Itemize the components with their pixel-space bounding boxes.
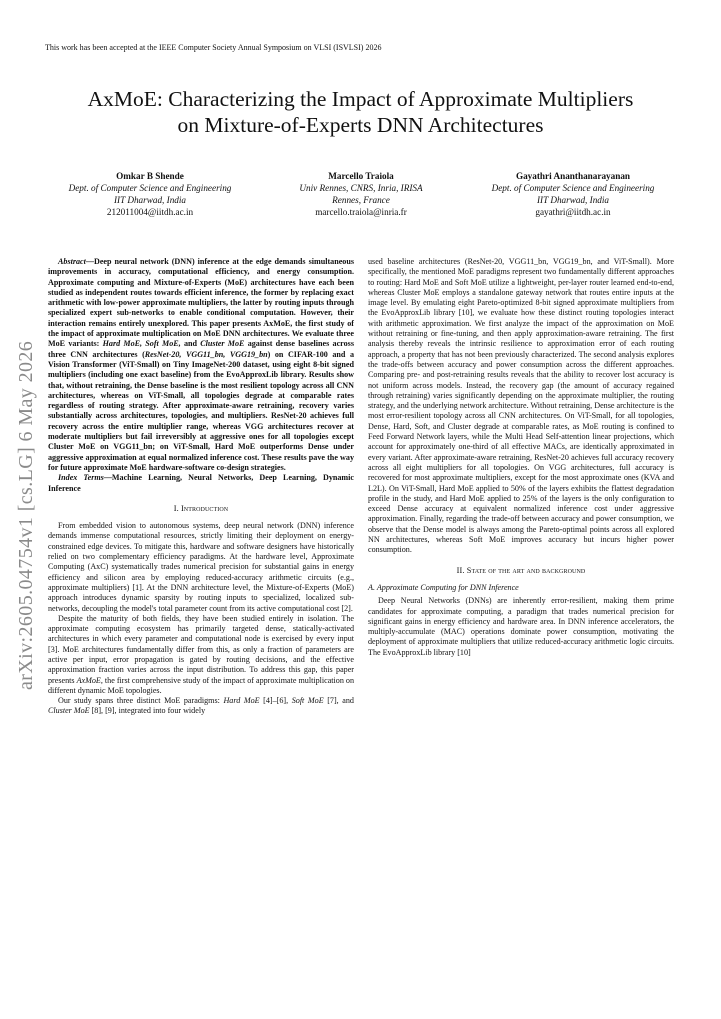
author-email[interactable]: 212011004@iitdh.ac.in	[106, 207, 194, 217]
publication-notice: This work has been accepted at the IEEE Computer Society Annual Symposium on VLSI (ISVLSI) 2026	[45, 43, 382, 52]
index-terms: Index Terms—Machine Learning, Neural Networks, Deep Learning, Dynamic Inference	[48, 473, 354, 493]
section-heading: II. State of the art and background	[456, 565, 586, 575]
author-name: Omkar B Shende	[116, 171, 184, 181]
abstract-text: Abstract—Deep neural network (DNN) inference at the edge demands simultaneous improvements in accuracy, computational efficiency, and energy consumption. Approximate computing and Mixture-of-Experts (MoE) architectures have each been studied as independent routes towards efficient inference, the former by replacing exact arithmetic with low-power approximate multipliers, the latter by routing inputs through specialized expert sub-networks to enable conditional computation. However, their interaction remains entirely unexplored. This paper presents AxMoE, the first study of the impact of approximate multiplication on MoE DNN architectures. We evaluate three MoE variants: Hard MoE, Soft MoE, and Cluster MoE against dense baselines across three CNN architectures (ResNet-20, VGG11_bn, VGG19_bn) on CIFAR-100 and a Vision Transformer (ViT-Small) on Tiny ImageNet-200 dataset, using eight 8-bit signed multipliers (including one exact baseline) from the EvoApproxLib library. Results show that, without retraining, the Dense baseline is the most resilient topology across all CNN architectures, whereas on ViT-Small, all topologies degrade at comparable rates regardless of routing strategy. After approximate-aware retraining, recovery varies substantially across architectures, topologies, and multipliers. ResNet-20 achieves full recovery across the entire multiplier range, whereas VGG architectures recover at moderate multipliers but fail irreversibly at aggressive ones for all topologies except Cluster MoE on VGG11_bn; on ViT-Small, Hard MoE outperforms Dense under aggressive approximation at equal normalized inference cost. These results pave the way for future approximate MoE hardware-software co-design strategies.	[48, 257, 354, 472]
author-3	[458, 170, 688, 218]
paragraph: used baseline architectures (ResNet-20, VGG11_bn, VGG19_bn, and ViT-Small). More specifically, the mentioned MoE paradigms represent two fundamentally different approaches to routing: Hard MoE and Soft MoE utilize a lightweight, per-layer router learned end-to-end, whereas Cluster MoE employs a standalone gateway network that routes entire inputs at the image level. By emulating eight Pareto-optimized 8-bit signed approximate multipliers from the EvoApproxLib library [10], we evaluate how these distinct routing topologies interact with arithmetic approximation. We first analyze the impact of the approximation on MoE without retraining or fine-tuning, and then apply approximation-aware retraining. The first analysis thereby reveals the intrinsic resilience to approximation error of each routing approach, a property that has not been previously characterized. The second analysis explores the trade-offs between accuracy and power consumption across the different approaches. Comparing pre- and post-retraining results reveals that the ability to recover lost accuracy is not uniform across models. Instead, the recovery gap (the amount of accuracy regained through retraining) varies significantly depending on the approximate multiplier, the routing strategy, and the underlying network architecture. Without retraining, Dense architecture is the most error-resilient topology across all CNN architectures. On ViT-Small, for all topologies, Dense, Hard, Soft, and Cluster degrade at comparable rates, as MoE routing is confined to Feed Forward Network layers, while the Multi Head Self-attention linear projections, which account for approximately one-third of all effective MACs, are identically approximated in every variant. After approximate-aware retraining, ResNet-20 achieves full accuracy recovery across all eight multipliers for all topologies. On VGG architectures, full accuracy is recovered for most approximate multipliers, except for the most approximate ones (KVA and L2L). On ViT-Small, Hard MoE applied to 50% of the layers exhibits the flattest degradation profile in the study, and Hard MoE applied to 25% of the layers is the only configuration to exceed Dense accuracy at equivalent normalized inference cost under aggressive approximation. Finally, regarding the trade-off between accuracy and power consumption, we observe that the Dense model is always among the Pareto-optimal points across all explored NN architectures, whereas Soft MoE improves accuracy but incurs higher power consumption.	[368, 257, 675, 555]
author-1	[35, 170, 265, 218]
author-affiliation: Univ Rennes, CNRS, Inria, IRISA	[299, 183, 423, 193]
left-column	[48, 257, 354, 717]
author-affiliation: Dept. of Computer Science and Engineering	[68, 183, 232, 193]
section-heading: I. Introduction	[173, 503, 229, 513]
paper-title	[0, 86, 721, 138]
introduction-section	[48, 504, 354, 717]
author-name: Marcello Traiola	[328, 171, 394, 181]
paragraph: Deep Neural Networks (DNNs) are inherently error-resilient, making them prime candidates for approximate computing, a paradigm that trades numerical precision for significant gains in energy efficiency and hardware area. In DNN inference accelerators, the multiply-accumulate (MAC) operations dominate power consumption, motivating the deployment of approximate multipliers that utilize reduced-accuracy arithmetic logic circuits. The EvoApproxLib library [10]	[368, 596, 674, 657]
right-column	[368, 257, 674, 658]
author-email[interactable]: marcello.traiola@inria.fr	[315, 207, 407, 217]
paragraph: Despite the maturity of both fields, they have been studied entirely in isolation. The approximate computing ecosystem has primarily targeted dense, statically-activated architectures in which every parameter and computational node is exercised by every input [3]. MoE architectures fundamentally differ from this, as only a fraction of parameters are active per input, error propagation is gated by routing decisions, and the effective approximation fraction varies across the input distribution. To address this gap, this paper presents AxMoE, the first comprehensive study of the impact of approximate multiplication on different dynamic MoE topologies.	[48, 613, 355, 695]
paragraph: From embedded vision to autonomous systems, deep neural network (DNN) inference demands immense computational resources, strictly limiting their deployment on energy-constrained edge devices. To mitigate this, hardware and software designers have historically relied on two complementary efficiency paradigms. At the hardware level, Approximate Computing (AxC) systematically trades numerical precision for substantial gains in energy efficiency and silicon area by employing reduced-accuracy arithmetic circuits (e.g., approximate multipliers) [1]. At the DNN architecture level, the Mixture-of-Experts (MoE) approach introduces dynamic sparsity by routing inputs to specialized, localized sub-networks, decoupling the model's total parameter count from its active computational cost [2].	[48, 521, 354, 613]
title-line-2: on Mixture-of-Experts DNN Architectures	[177, 113, 544, 137]
abstract	[48, 257, 354, 494]
subsection-heading: A. Approximate Computing for DNN Inference	[368, 582, 519, 592]
title-line-1: AxMoE: Characterizing the Impact of Approximate Multipliers	[87, 87, 634, 111]
author-affiliation: Dept. of Computer Science and Engineering	[491, 183, 655, 193]
author-institution: Rennes, France	[332, 195, 390, 205]
author-email[interactable]: gayathri@iitdh.ac.in	[535, 207, 611, 217]
paragraph: Our study spans three distinct MoE paradigms: Hard MoE [4]–[6], Soft MoE [7], and Cluster MoE [8], [9], integrated into four widely	[48, 696, 354, 716]
index-terms-label: Index Terms	[58, 473, 104, 483]
arxiv-identifier-stamp: arXiv:2605.04754v1 [cs.LG] 6 May 2026	[15, 340, 37, 690]
author-name: Gayathri Ananthanarayanan	[515, 171, 631, 181]
author-institution: IIT Dharwad, India	[536, 195, 610, 205]
author-institution: IIT Dharwad, India	[113, 195, 187, 205]
abstract-label: Abstract	[58, 257, 86, 266]
author-2	[246, 170, 476, 218]
author-block	[45, 170, 685, 230]
